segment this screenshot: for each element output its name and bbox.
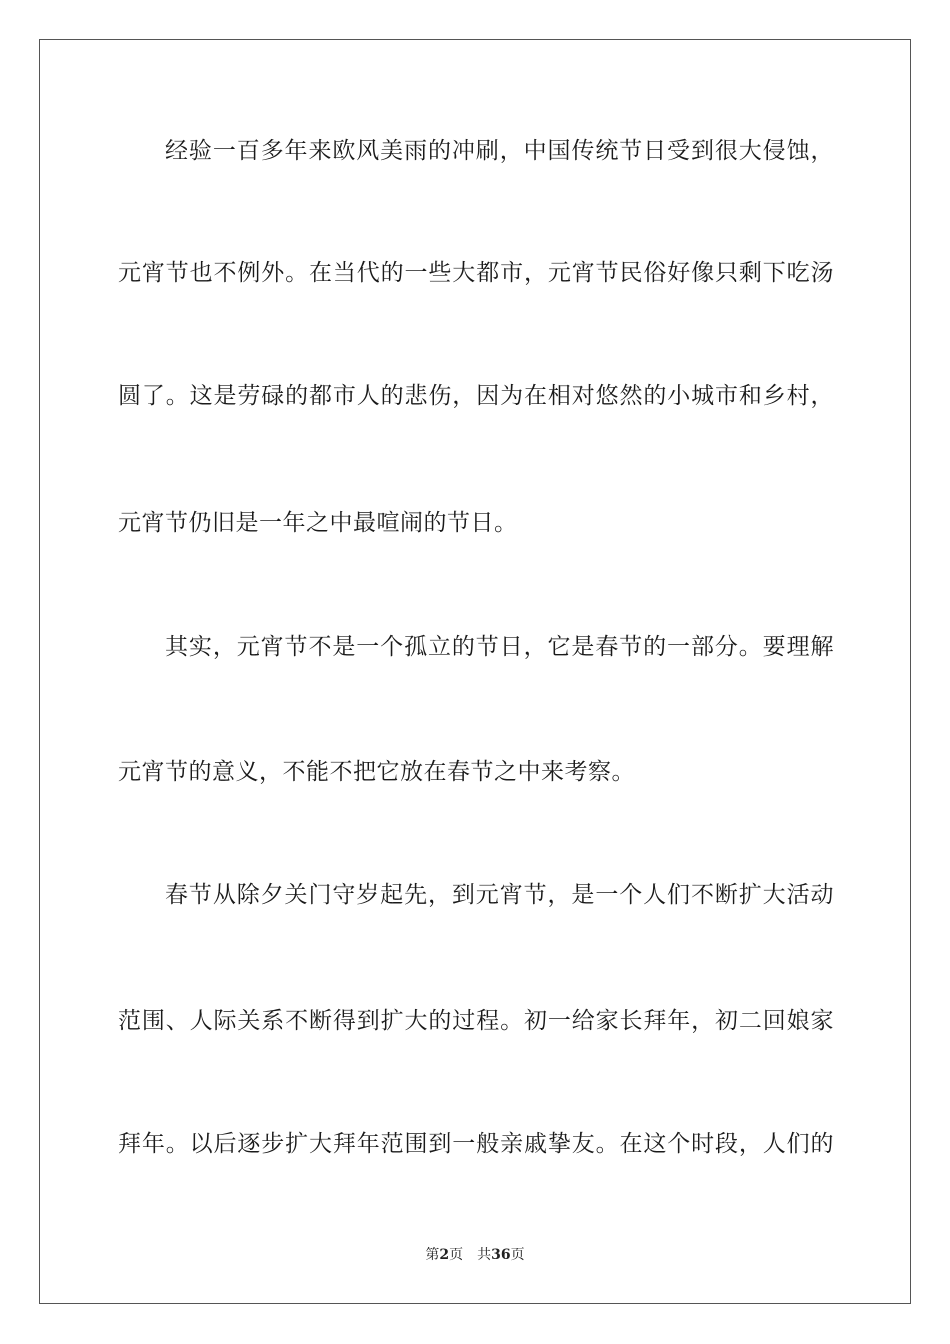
paragraph-1-line-3: 圆了。这是劳碌的都市人的悲伤，因为在相对悠然的小城市和乡村， (118, 383, 834, 409)
page-frame (39, 39, 911, 1304)
paragraph-1-line-4: 元宵节仍旧是一年之中最喧闹的节日。 (118, 510, 518, 536)
paragraph-3-line-1: 春节从除夕关门守岁起先，到元宵节，是一个人们不断扩大活动 (165, 882, 834, 908)
page-footer (0, 1246, 950, 1264)
total-label-suffix: 页 (510, 1247, 525, 1263)
current-page-number: 2 (439, 1247, 450, 1263)
page-label-prefix: 第 (425, 1247, 440, 1263)
paragraph-1-line-1: 经验一百多年来欧风美雨的冲刷，中国传统节日受到很大侵蚀， (165, 138, 834, 164)
paragraph-2-line-1: 其实，元宵节不是一个孤立的节日，它是春节的一部分。要理解 (165, 634, 834, 660)
page-label-suffix: 页 (449, 1247, 464, 1263)
paragraph-2-line-2: 元宵节的意义，不能不把它放在春节之中来考察。 (118, 759, 635, 785)
total-pages-number: 36 (491, 1247, 511, 1263)
total-label-prefix: 共 (477, 1247, 492, 1263)
paragraph-3-line-2: 范围、人际关系不断得到扩大的过程。初一给家长拜年，初二回娘家 (118, 1008, 834, 1034)
paragraph-3-line-3: 拜年。以后逐步扩大拜年范围到一般亲戚挚友。在这个时段，人们的 (118, 1131, 834, 1157)
paragraph-1-line-2: 元宵节也不例外。在当代的一些大都市，元宵节民俗好像只剩下吃汤 (118, 260, 834, 286)
